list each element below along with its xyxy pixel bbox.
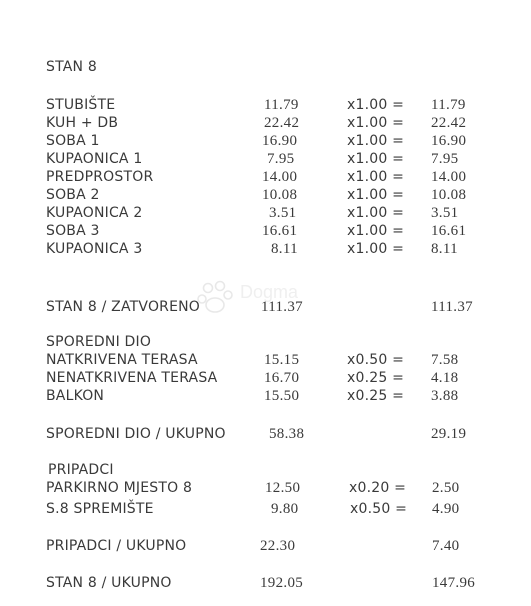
room-name: SOBA 1: [46, 133, 100, 149]
side-result: 7.58: [431, 352, 459, 368]
room-name: STUBIŠTE: [46, 97, 116, 113]
room-area: 7.95: [267, 151, 295, 167]
side-coef: x0.25 =: [347, 370, 405, 386]
extras-total-result: 7.40: [432, 538, 460, 554]
side-area: 16.70: [264, 370, 300, 386]
side-coef: x0.25 =: [347, 388, 405, 404]
side-total-result: 29.19: [431, 426, 467, 442]
room-coef: x1.00 =: [347, 187, 405, 203]
closed-total-result: 111.37: [431, 299, 473, 315]
room-area: 22.42: [264, 115, 300, 131]
room-coef: x1.00 =: [347, 241, 405, 257]
side-name: NENATKRIVENA TERASA: [46, 370, 218, 386]
room-coef: x1.00 =: [347, 223, 405, 239]
side-name: BALKON: [46, 388, 105, 404]
room-name: KUPAONICA 2: [46, 205, 143, 221]
room-result: 10.08: [431, 187, 467, 203]
side-area: 15.50: [264, 388, 300, 404]
side-name: NATKRIVENA TERASA: [46, 352, 198, 368]
side-area: 15.15: [264, 352, 300, 368]
closed-total-label: STAN 8 / ZATVORENO: [46, 299, 201, 315]
room-name: PREDPROSTOR: [46, 169, 154, 185]
room-coef: x1.00 =: [347, 169, 405, 185]
room-name: SOBA 2: [46, 187, 100, 203]
extras-section-header: PRIPADCI: [48, 462, 114, 478]
side-coef: x0.50 =: [347, 352, 405, 368]
room-area: 16.61: [262, 223, 298, 239]
room-area: 11.79: [264, 97, 299, 113]
room-name: KUPAONICA 1: [46, 151, 143, 167]
side-result: 4.18: [431, 370, 459, 386]
extras-name: PARKIRNO MJESTO 8: [46, 480, 193, 496]
room-coef: x1.00 =: [347, 205, 405, 221]
room-coef: x1.00 =: [347, 151, 405, 167]
extras-coef: x0.50 =: [350, 501, 408, 517]
extras-result: 4.90: [432, 501, 460, 517]
room-result: 14.00: [431, 169, 467, 185]
side-total-label: SPOREDNI DIO / UKUPNO: [46, 426, 226, 442]
extras-result: 2.50: [432, 480, 460, 496]
closed-total-area: 111.37: [261, 299, 303, 315]
room-result: 8.11: [431, 241, 458, 257]
room-area: 3.51: [269, 205, 297, 221]
side-section-header: SPOREDNI DIO: [46, 334, 152, 350]
room-result: 11.79: [431, 97, 466, 113]
extras-area: 12.50: [265, 480, 301, 496]
room-area: 8.11: [271, 241, 298, 257]
room-result: 16.90: [431, 133, 467, 149]
room-area: 10.08: [262, 187, 298, 203]
watermark-text: Dogma: [240, 282, 299, 302]
room-name: KUH + DB: [46, 115, 119, 131]
room-coef: x1.00 =: [347, 97, 405, 113]
room-name: KUPAONICA 3: [46, 241, 143, 257]
room-area: 14.00: [262, 169, 298, 185]
room-result: 3.51: [431, 205, 459, 221]
side-total-area: 58.38: [269, 426, 305, 442]
room-name: SOBA 3: [46, 223, 100, 239]
extras-coef: x0.20 =: [349, 480, 407, 496]
room-result: 22.42: [431, 115, 467, 131]
extras-total-area: 22.30: [260, 538, 296, 554]
room-coef: x1.00 =: [347, 115, 405, 131]
grand-total-label: STAN 8 / UKUPNO: [46, 575, 172, 591]
grand-total-result: 147.96: [432, 575, 476, 591]
room-result: 16.61: [431, 223, 467, 239]
extras-area: 9.80: [271, 501, 299, 517]
extras-name: S.8 SPREMIŠTE: [46, 501, 154, 517]
side-result: 3.88: [431, 388, 459, 404]
room-area: 16.90: [262, 133, 298, 149]
paw-icon: [196, 278, 236, 318]
extras-total-label: PRIPADCI / UKUPNO: [46, 538, 187, 554]
room-result: 7.95: [431, 151, 459, 167]
room-coef: x1.00 =: [347, 133, 405, 149]
document-title: STAN 8: [46, 59, 97, 75]
grand-total-area: 192.05: [260, 575, 304, 591]
